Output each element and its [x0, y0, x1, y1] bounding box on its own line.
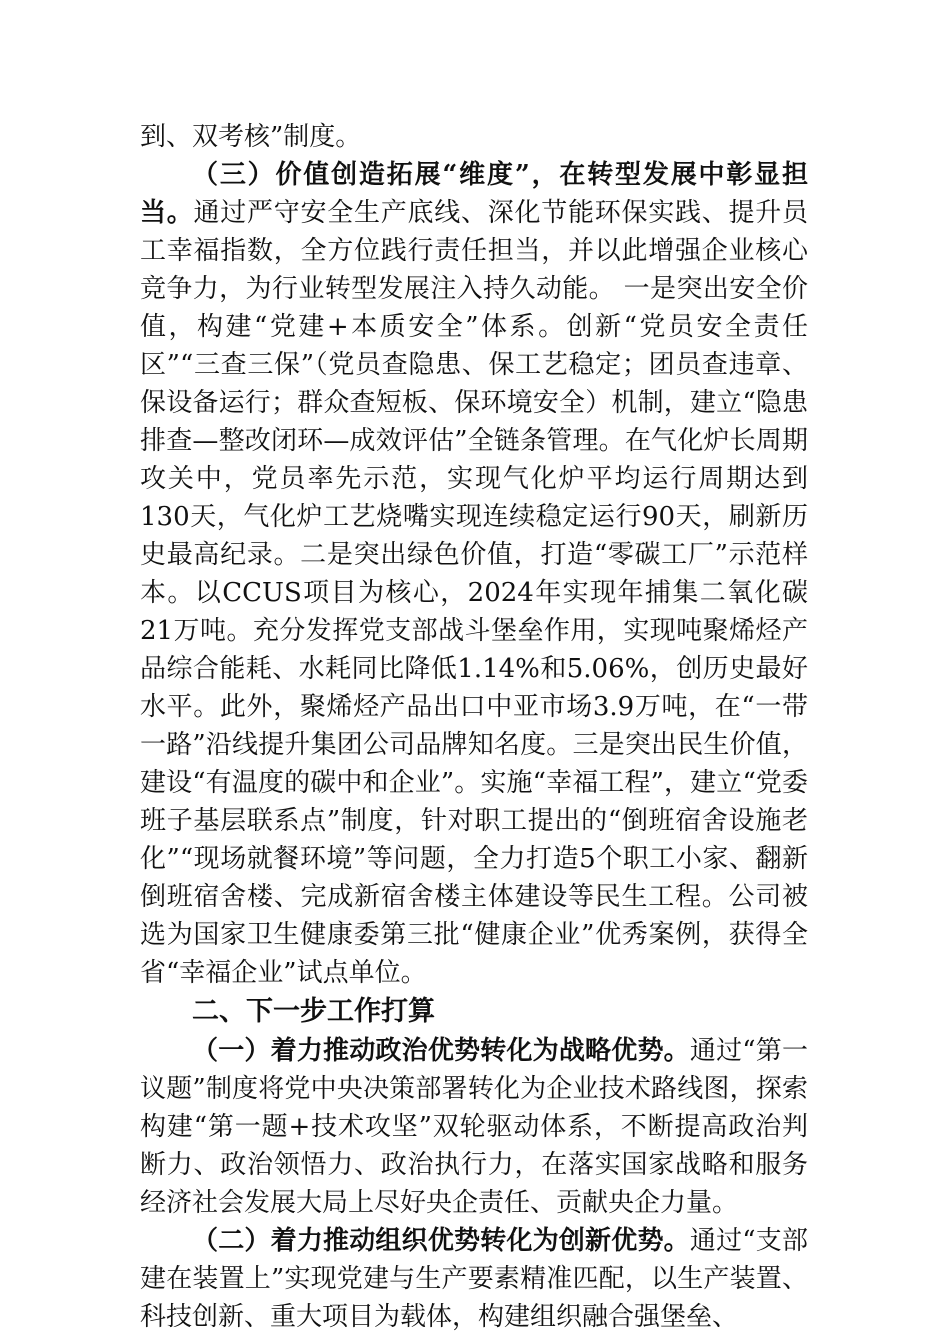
section-heading-next-steps: 二、下一步工作打算	[192, 996, 435, 1027]
paragraph-body: 通过“第一议题”制度将党中央决策部署转化为企业技术路线图，探索构建“第一题+技术攻坚”双轮驱动体系，不断提高政治判断力、政治领悟力、政治执行力，在落实国家战略和服务经济社会发展大局上尽好央企责任、贡献央企力量。	[140, 1036, 808, 1218]
paragraph-political-advantage	[140, 1032, 808, 1222]
paragraph-body: 通过“支部建在装置上”实现党建与生产要素精准匹配，以生产装置、科技创新、重大项目为载体，构建组织融合强堡垒、	[140, 1226, 808, 1332]
paragraph-lead: （二）着力推动组织优势转化为创新优势。	[192, 1226, 690, 1256]
paragraph-lead: （三）价值创造拓展“维度”，在转型发展中彰显担当。	[140, 160, 808, 228]
document-page	[140, 118, 808, 1336]
paragraph-body: 通过严守安全生产底线、深化节能环保实践、提升员工幸福指数，全方位践行责任担当，并以此增强企业核心竞争力，为行业转型发展注入持久动能。 一是突出安全价值，构建“党建+本质安全”体系。创新“党员安全责任区”“三查三保”（党员查隐患、保工艺稳定；团员查违章、保设备运行；群众查短板、保环境安全）机制，建立“隐患排查—整改闭环—成效评估”全链条管理。在气化炉长周期攻关中，党员率先示范，实现气化炉平均运行周期达到130天，气化炉工艺烧嘴实现连续稳定运行90天，刷新历史最高纪录。二是突出绿色价值，打造“零碳工厂”示范样本。以CCUS项目为核心，2024年实现年捕集二氧化碳21万吨。充分发挥党支部战斗堡垒作用，实现吨聚烯烃产品综合能耗、水耗同比降低1.14%和5.06%，创历史最好水平。此外，聚烯烃产品出口中亚市场3.9万吨，在“一带一路”沿线提升集团公司品牌知名度。三是突出民生价值，建设“有温度的碳中和企业”。实施“幸福工程”，建立“党委班子基层联系点”制度，针对职工提出的“倒班宿舍设施老化”“现场就餐环境”等问题，全力打造5个职工小家、翻新倒班宿舍楼、完成新宿舍楼主体建设等民生工程。公司被选为国家卫生健康委第三批“健康企业”优秀案例，获得全省“幸福企业”试点单位。	[140, 198, 808, 988]
paragraph-value-creation	[140, 156, 808, 992]
paragraph-organizational-advantage	[140, 1222, 808, 1336]
paragraph-continuation: 到、双考核”制度。	[140, 122, 362, 152]
paragraph-lead: （一）着力推动政治优势转化为战略优势。	[192, 1036, 690, 1066]
